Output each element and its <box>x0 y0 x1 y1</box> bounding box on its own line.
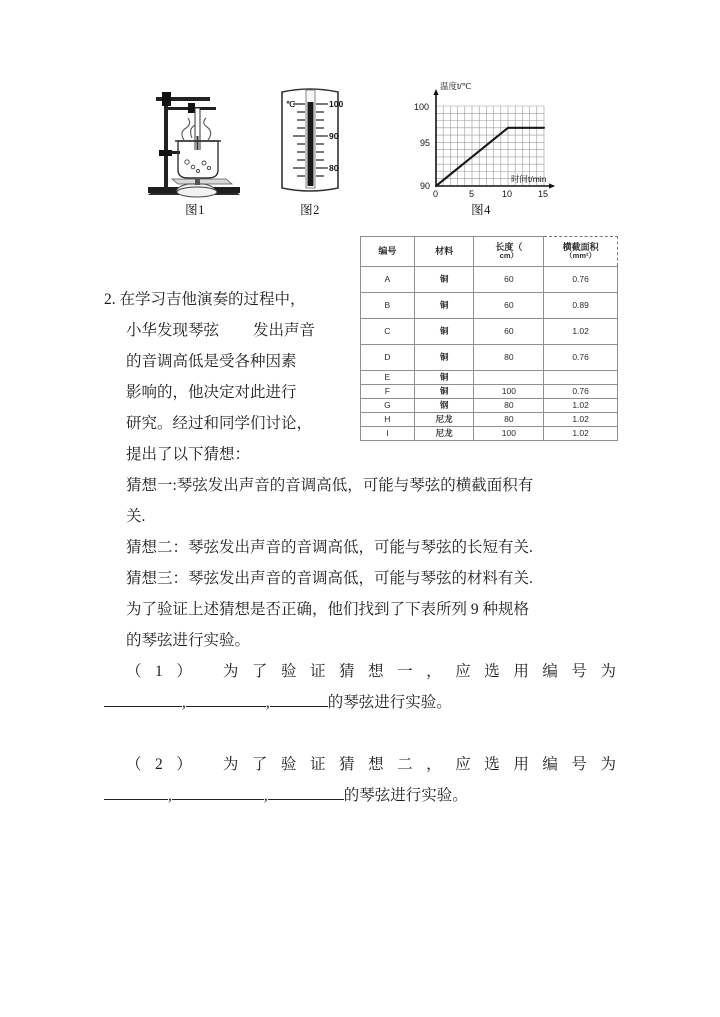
cell-length: 100 <box>474 427 544 441</box>
header-length-label: 长度（ <box>495 242 523 253</box>
cell-id: I <box>361 427 415 441</box>
cell-area: 0.76 <box>544 345 618 371</box>
intro-line-6: 提出了以下猜想： <box>126 446 251 463</box>
cell-length: 80 <box>474 345 544 371</box>
figure-2-thermometer <box>268 80 352 218</box>
cell-area: 1.02 <box>544 427 618 441</box>
cell-material: 尼龙 <box>414 427 474 441</box>
header-material <box>414 237 474 267</box>
cell-id: E <box>361 371 415 385</box>
cell-id: A <box>361 267 415 293</box>
header-area-unit: （mm²） <box>565 251 597 261</box>
intro-line-3: 的音调高低是受各种因素 <box>126 353 297 370</box>
cell-area: 1.02 <box>544 319 618 345</box>
figure-1-boiling-apparatus <box>140 78 250 218</box>
intro-line-2 <box>104 315 356 346</box>
header-id-label: 编号 <box>378 246 397 257</box>
cell-area: 0.76 <box>544 385 618 399</box>
cell-id: B <box>361 293 415 319</box>
figure-1-caption: 图1 <box>185 203 205 217</box>
question-1-prompt: （1） 为了验证猜想一，应选用编号为 <box>126 663 616 680</box>
intro-line-2-b: 发出声音 <box>253 322 316 339</box>
svg-text:0: 0 <box>433 189 439 199</box>
svg-text:100: 100 <box>329 99 344 109</box>
svg-text:15: 15 <box>538 189 549 199</box>
figure-4-temperature-time-chart <box>406 78 556 218</box>
temperature-time-chart-illustration <box>406 78 556 198</box>
cell-material: 钢 <box>414 399 474 413</box>
temperature-time-chart-svg <box>406 78 556 200</box>
svg-text:℃: ℃ <box>286 100 295 109</box>
header-material-label: 材料 <box>435 246 454 257</box>
figures-row <box>0 78 720 223</box>
hypothesis-two: 猜想二：琴弦发出声音的音调高低，可能与琴弦的长短有关. <box>126 539 533 556</box>
hypothesis-one-line-2: 关. <box>126 508 146 525</box>
purpose-line-2: 的琴弦进行实验。 <box>126 632 251 649</box>
thermometer-illustration <box>268 80 352 198</box>
svg-text:10: 10 <box>502 189 513 199</box>
question-spacer <box>104 718 616 749</box>
cell-length: 80 <box>474 399 544 413</box>
question-1-blank-2[interactable] <box>186 692 266 707</box>
question-2-answer-line <box>104 780 616 811</box>
question-2-blank-1[interactable] <box>104 785 168 800</box>
question-2-sep-1: , <box>168 787 172 804</box>
svg-text:温度t/℃: 温度t/℃ <box>440 81 472 91</box>
svg-text:100: 100 <box>414 102 430 112</box>
table-header <box>361 237 618 267</box>
question-1-sep-2: , <box>265 694 270 711</box>
boiling-apparatus-svg <box>140 78 250 198</box>
question-1-sep-1: , <box>182 694 186 711</box>
header-length <box>474 237 544 267</box>
question-body <box>104 284 616 811</box>
boiling-apparatus-illustration <box>140 78 250 198</box>
intro-paragraph <box>104 284 356 470</box>
cell-area: 1.02 <box>544 413 618 427</box>
question-2-blank-3[interactable] <box>268 785 344 800</box>
question-2-blank-2[interactable] <box>172 785 264 800</box>
cell-area: 0.89 <box>544 293 618 319</box>
intro-line-1: 2. 在学习吉他演奏的过程中， <box>104 291 306 308</box>
question-1-tail: 的琴弦进行实验。 <box>327 694 452 711</box>
svg-text:80: 80 <box>329 163 339 173</box>
header-id <box>361 237 415 267</box>
figure-4-caption: 图4 <box>471 203 491 217</box>
intro-line-4: 影响的，他决定对此进行 <box>126 384 297 401</box>
cell-id: H <box>361 413 415 427</box>
svg-text:90: 90 <box>329 131 339 141</box>
question-2-tail: 的琴弦进行实验。 <box>343 787 468 804</box>
thermometer-svg <box>268 80 352 198</box>
cell-id: F <box>361 385 415 399</box>
intro-line-2-a: 小华发现琴弦 <box>126 322 220 339</box>
cell-length: 80 <box>474 413 544 427</box>
question-1-blank-3[interactable] <box>270 692 328 707</box>
cell-material: 尼龙 <box>414 413 474 427</box>
question-2-prompt: （2） 为了验证猜想二，应选用编号为 <box>126 756 616 773</box>
svg-text:5: 5 <box>469 189 475 199</box>
hypothesis-one-line-1: 猜想一:琴弦发出声音的音调高低，可能与琴弦的横截面积有 <box>126 477 534 494</box>
cell-length: 100 <box>474 385 544 399</box>
question-1-blank-1[interactable] <box>104 692 182 707</box>
cell-id: D <box>361 345 415 371</box>
question-2-sep-2: , <box>263 787 268 804</box>
table-header-row <box>361 237 618 267</box>
intro-line-5: 研究。经过和同学们讨论， <box>126 415 313 432</box>
svg-text:95: 95 <box>420 138 431 148</box>
cell-id: C <box>361 319 415 345</box>
header-area <box>544 237 618 267</box>
cell-material: 铜 <box>414 371 474 385</box>
cell-material: 铜 <box>414 385 474 399</box>
cell-length: 60 <box>474 319 544 345</box>
cell-material: 铜 <box>414 293 474 319</box>
cell-material: 铜 <box>414 267 474 293</box>
cell-length: 60 <box>474 267 544 293</box>
svg-text:时间t/min: 时间t/min <box>511 174 547 184</box>
cell-area: 0.76 <box>544 267 618 293</box>
figure-2-caption: 图2 <box>300 203 320 217</box>
cell-material: 铜 <box>414 319 474 345</box>
svg-text:90: 90 <box>420 181 431 191</box>
purpose-line-1: 为了验证上述猜想是否正确，他们找到了下表所列 9 种规格 <box>126 601 530 618</box>
question-1-answer-line <box>104 687 616 718</box>
cell-area: 1.02 <box>544 399 618 413</box>
cell-material: 铜 <box>414 345 474 371</box>
cell-id: G <box>361 399 415 413</box>
header-area-label: 横截面积 <box>562 242 599 253</box>
cell-length: 60 <box>474 293 544 319</box>
hypothesis-three: 猜想三：琴弦发出声音的音调高低，可能与琴弦的材料有关. <box>126 570 533 587</box>
header-length-unit: cm） <box>499 251 518 261</box>
